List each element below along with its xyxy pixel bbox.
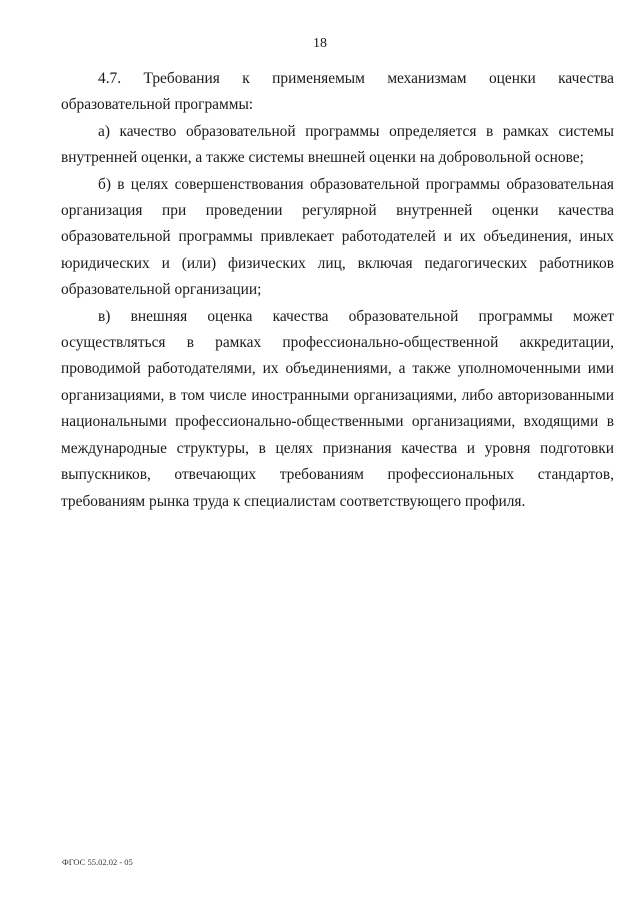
list-item-a: а) качество образовательной программы определяется в рамках системы внутренней оценки, а также системы внешней оценки на добровольной основе;	[61, 122, 614, 167]
document-body	[61, 66, 614, 515]
list-item-c: в) внешняя оценка качества образовательной программы может осуществляться в рамках профессионально-общественной аккредитации, проводимой работодателями, их объединениями, а также уполномоченными ими организациями, в том числе иностранными организациями, либо авторизованными национальными профессионально-общественными организациями, входящими в международные структуры, в целях признания качества и уровня подготовки выпускников, отвечающих требованиям профессиональных стандартов, требованиям рынка труда к специалистам соответствующего профиля.	[61, 307, 614, 510]
page-number: 18	[313, 36, 327, 51]
list-item-b: б) в целях совершенствования образовательной программы образовательная организация при проведении регулярной внутренней оценки качества образовательной программы привлекает работодателей и их объединения, иных юридических и (или) физических лиц, включая педагогических работников образовательной организации;	[61, 175, 614, 299]
footer-standard-code: ФГОС 55.02.02 - 05	[62, 857, 133, 867]
section-heading: 4.7. Требования к применяемым механизмам оценки качества образовательной программы:	[61, 70, 614, 114]
